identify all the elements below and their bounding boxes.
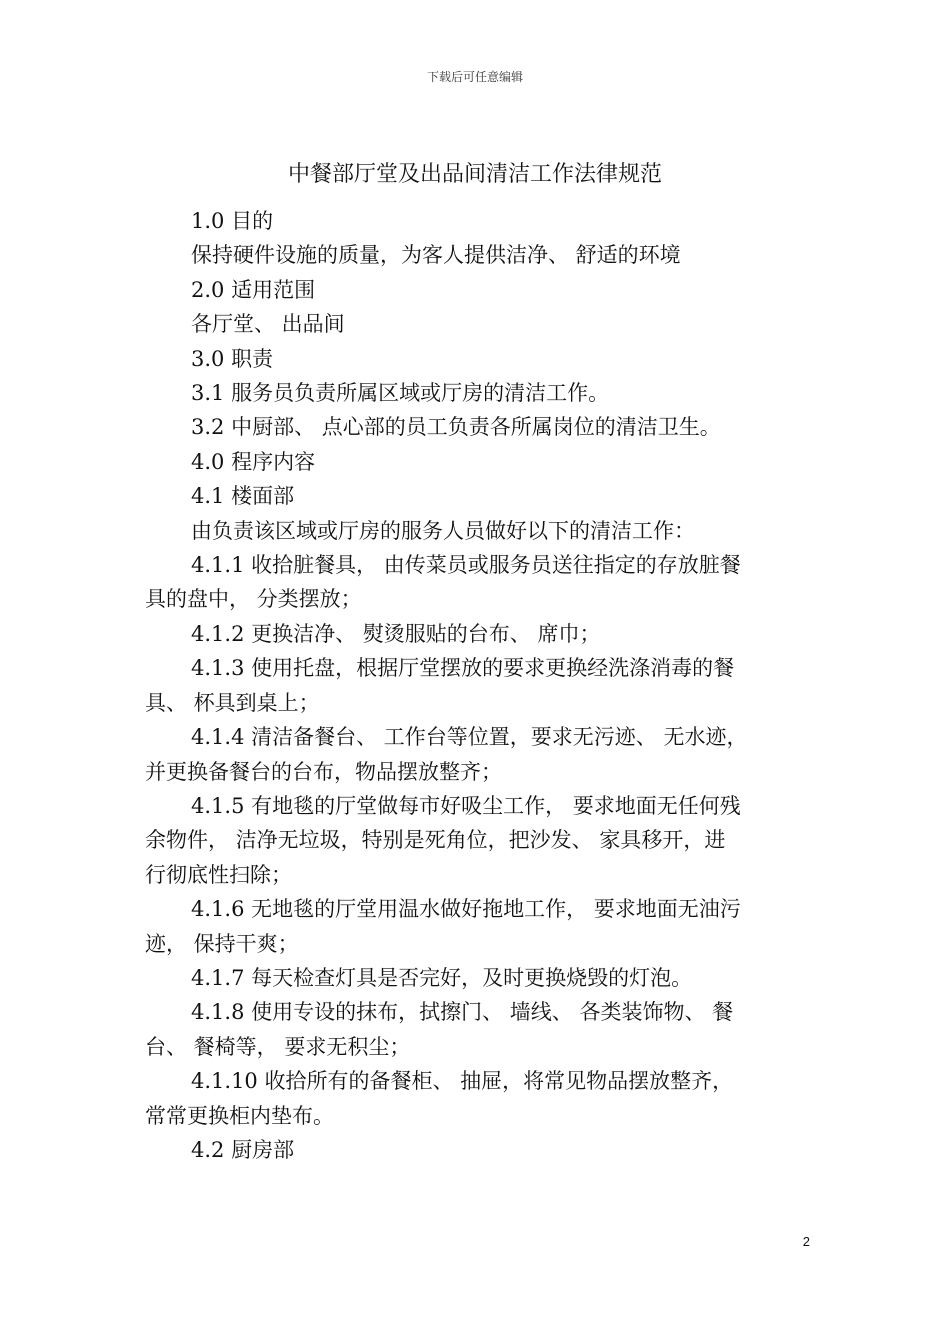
body-line: 4.1 楼面部 xyxy=(191,484,295,509)
body-line: 4.2 厨房部 xyxy=(191,1137,295,1162)
body-line: 4.1.3 使用托盘，根据厅堂摆放的要求更换经洗涤消毒的餐 xyxy=(191,656,735,681)
body-line: 行彻底性扫除； xyxy=(145,862,292,887)
page-number: 2 xyxy=(802,1234,810,1249)
body-line: 4.1.5 有地毯的厅堂做每市好吸尘工作， 要求地面无任何残 xyxy=(191,793,741,818)
body-line: 4.0 程序内容 xyxy=(191,449,316,474)
body-line: 具的盘中， 分类摆放； xyxy=(145,587,362,612)
body-line: 余物件， 洁净无垃圾，特别是死角位，把沙发、 家具移开，进 xyxy=(145,828,726,853)
body-line: 由负责该区域或厅房的服务人员做好以下的清洁工作： xyxy=(191,518,695,543)
body-line: 具、 杯具到桌上； xyxy=(145,690,320,715)
body-line: 1.0 目的 xyxy=(191,209,274,233)
document-title: 中餐部厅堂及出品间清洁工作法律规范 xyxy=(287,162,662,187)
body-line: 迹， 保持干爽； xyxy=(145,931,299,956)
body-line: 3.2 中厨部、 点心部的员工负责各所属岗位的清洁卫生。 xyxy=(191,415,721,440)
header-note: 下载后可任意编辑 xyxy=(426,70,523,84)
body-line: 4.1.4 清洁备餐台、 工作台等位置，要求无污迹、 无水迹， xyxy=(191,725,748,750)
body-line: 4.1.7 每天检查灯具是否完好，及时更换烧毁的灯泡。 xyxy=(191,965,693,990)
body-line: 4.1.2 更换洁净、 熨烫服贴的台布、 席巾； xyxy=(191,621,601,646)
document-body xyxy=(145,204,805,1167)
body-line: 常常更换柜内垫布。 xyxy=(145,1103,334,1128)
body-line: 4.1.10 收拾所有的备餐柜、 抽屉，将常见物品摆放整齐， xyxy=(191,1069,734,1094)
body-line: 3.1 服务员负责所属区域或厅房的清洁工作。 xyxy=(191,381,610,406)
body-line: 3.0 职责 xyxy=(191,346,274,371)
body-line: 并更换备餐台的台布，物品摆放整齐； xyxy=(145,759,502,784)
body-line: 4.1.6 无地毯的厅堂用温水做好拖地工作， 要求地面无油污 xyxy=(191,897,741,922)
body-line: 4.1.8 使用专设的抹布，拭擦门、 墙线、 各类装饰物、 餐 xyxy=(191,1000,734,1025)
body-line: 4.1.1 收拾脏餐具， 由传菜员或服务员送往指定的存放脏餐 xyxy=(191,553,741,578)
body-line: 2.0 适用范围 xyxy=(191,277,316,302)
body-line: 保持硬件设施的质量，为客人提供洁净、 舒适的环境 xyxy=(191,243,681,268)
body-line: 各厅堂、 出品间 xyxy=(191,312,345,337)
body-line: 台、 餐椅等， 要求无积尘； xyxy=(145,1034,411,1059)
